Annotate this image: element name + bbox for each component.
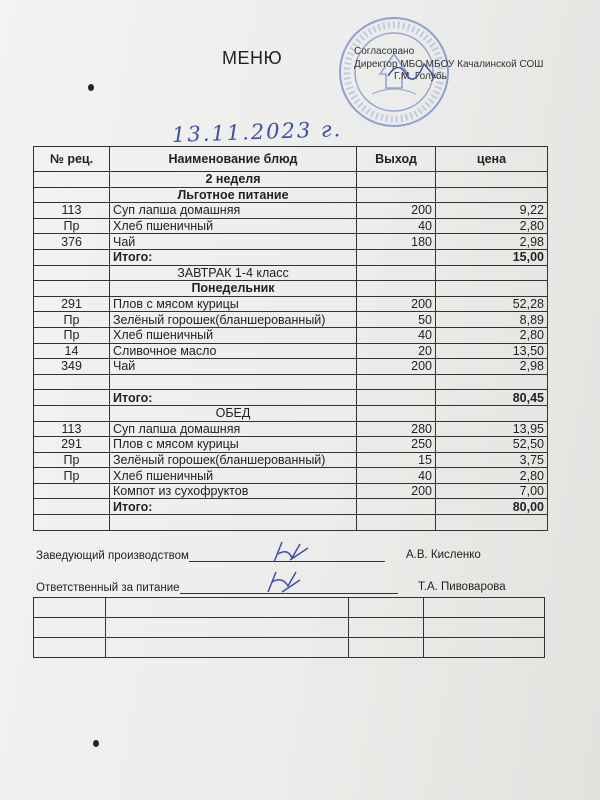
empty-cell — [34, 515, 110, 531]
section-row — [34, 405, 548, 421]
dish-name: Плов с мясом курицы — [110, 437, 357, 453]
dish-output: 180 — [357, 234, 436, 250]
empty-cell — [34, 390, 110, 406]
dish-name: Плов с мясом курицы — [110, 296, 357, 312]
recipe-code: 113 — [34, 203, 110, 219]
recipe-code: 291 — [34, 296, 110, 312]
dish-price: 2,98 — [436, 359, 548, 375]
empty-cell — [436, 405, 548, 421]
col-header-output: Выход — [357, 147, 436, 172]
col-header-name: Наименование блюд — [110, 147, 357, 172]
empty-cell — [357, 374, 436, 390]
empty-cell — [357, 499, 436, 515]
total-row — [34, 390, 548, 406]
menu-table — [33, 146, 548, 531]
empty-cell — [34, 187, 110, 203]
empty-cell — [34, 374, 110, 390]
section-row — [34, 265, 548, 281]
col-header-code: № рец. — [34, 147, 110, 172]
dish-price: 13,50 — [436, 343, 548, 359]
table-row — [34, 421, 548, 437]
empty-cell — [34, 405, 110, 421]
dish-price: 2,80 — [436, 327, 548, 343]
empty-cell — [34, 172, 110, 188]
dish-name: Чай — [110, 234, 357, 250]
dish-output: 40 — [357, 218, 436, 234]
total-label: Итого: — [110, 499, 357, 515]
dish-output: 280 — [357, 421, 436, 437]
page-title: МЕНЮ — [222, 48, 283, 68]
empty-cell — [436, 265, 548, 281]
empty-cell — [34, 265, 110, 281]
dish-name: Суп лапша домашняя — [110, 421, 357, 437]
table-header-row — [34, 147, 548, 172]
dish-price: 2,98 — [436, 234, 548, 250]
empty-cell — [357, 405, 436, 421]
recipe-code: Пр — [34, 327, 110, 343]
empty-cell — [357, 187, 436, 203]
empty-cell — [436, 172, 548, 188]
dish-price: 8,89 — [436, 312, 548, 328]
dish-output: 40 — [357, 468, 436, 484]
empty-cell — [436, 281, 548, 297]
empty-cell — [357, 249, 436, 265]
recipe-code: 14 — [34, 343, 110, 359]
dish-price: 3,75 — [436, 452, 548, 468]
approval-line-3: Г.М. Голубь — [394, 71, 447, 82]
dish-price: 9,22 — [436, 203, 548, 219]
recipe-code: 291 — [34, 437, 110, 453]
manager-signature — [268, 538, 316, 566]
approval-line-2: Директор МБО МБОУ Качалинской СОШ — [354, 58, 544, 70]
blank-row — [34, 618, 545, 638]
empty-cell — [436, 515, 548, 531]
table-row — [34, 483, 548, 499]
dish-output: 50 — [357, 312, 436, 328]
recipe-code: Пр — [34, 218, 110, 234]
ink-dot — [93, 740, 99, 747]
table-row — [34, 468, 548, 484]
dish-output: 200 — [357, 359, 436, 375]
table-row — [34, 452, 548, 468]
dish-name: Зелёный горошек(бланшерованный) — [110, 312, 357, 328]
table-row — [34, 343, 548, 359]
dish-price: 13,95 — [436, 421, 548, 437]
empty-cell — [34, 499, 110, 515]
approval-line-1: Согласовано — [354, 46, 415, 57]
table-row — [34, 203, 548, 219]
dish-name: Зелёный горошек(бланшерованный) — [110, 452, 357, 468]
recipe-code — [34, 483, 110, 499]
table-row — [34, 234, 548, 250]
empty-cell — [34, 281, 110, 297]
dish-name: Компот из сухофруктов — [110, 483, 357, 499]
col-header-price: цена — [436, 147, 548, 172]
responsible-signature — [262, 568, 310, 596]
dish-price: 2,80 — [436, 468, 548, 484]
dish-output: 200 — [357, 203, 436, 219]
dish-output: 250 — [357, 437, 436, 453]
total-price: 80,45 — [436, 390, 548, 406]
total-price: 15,00 — [436, 249, 548, 265]
empty-cell — [357, 265, 436, 281]
dish-name: Суп лапша домашняя — [110, 203, 357, 219]
section-title: 2 неделя — [110, 172, 357, 188]
dish-output: 15 — [357, 452, 436, 468]
total-label: Итого: — [110, 390, 357, 406]
blank-row — [34, 515, 548, 531]
dish-name: Чай — [110, 359, 357, 375]
blank-row — [34, 598, 545, 618]
empty-cell — [110, 515, 357, 531]
empty-cell — [436, 187, 548, 203]
empty-cell — [357, 390, 436, 406]
menu-date: 13.11.2023 г. — [171, 117, 343, 147]
section-row — [34, 187, 548, 203]
dish-name: Сливочное масло — [110, 343, 357, 359]
empty-cell — [357, 515, 436, 531]
dish-price: 52,50 — [436, 437, 548, 453]
dish-price: 52,28 — [436, 296, 548, 312]
total-label: Итого: — [110, 249, 357, 265]
section-row — [34, 172, 548, 188]
blank-row — [34, 638, 545, 658]
dish-output: 200 — [357, 296, 436, 312]
dish-name: Хлеб пшеничный — [110, 327, 357, 343]
menu-table-body — [34, 172, 548, 531]
section-title: Льготное питание — [110, 187, 357, 203]
recipe-code: 349 — [34, 359, 110, 375]
empty-cell — [34, 249, 110, 265]
recipe-code: Пр — [34, 468, 110, 484]
table-row — [34, 359, 548, 375]
responsible-label: Ответственный за питание — [36, 582, 180, 594]
empty-cell — [110, 374, 357, 390]
table-row — [34, 218, 548, 234]
empty-cell — [357, 172, 436, 188]
dish-output: 40 — [357, 327, 436, 343]
section-title: Понедельник — [110, 281, 357, 297]
ink-dot — [88, 84, 94, 91]
director-signature — [384, 56, 444, 82]
table-row — [34, 312, 548, 328]
dish-price: 2,80 — [436, 218, 548, 234]
recipe-code: Пр — [34, 452, 110, 468]
dish-output: 20 — [357, 343, 436, 359]
recipe-code: 376 — [34, 234, 110, 250]
empty-cell — [436, 374, 548, 390]
dish-name: Хлеб пшеничный — [110, 468, 357, 484]
dish-output: 200 — [357, 483, 436, 499]
section-title: ОБЕД — [110, 405, 357, 421]
total-row — [34, 249, 548, 265]
section-title: ЗАВТРАК 1-4 класс — [110, 265, 357, 281]
responsible-name: Т.А. Пивоварова — [418, 581, 506, 593]
manager-name: А.В. Кисленко — [406, 549, 481, 561]
total-row — [34, 499, 548, 515]
dish-price: 7,00 — [436, 483, 548, 499]
recipe-code: 113 — [34, 421, 110, 437]
blank-row — [34, 374, 548, 390]
recipe-code: Пр — [34, 312, 110, 328]
dish-name: Хлеб пшеничный — [110, 218, 357, 234]
total-price: 80,00 — [436, 499, 548, 515]
manager-label: Заведующий производством — [36, 550, 189, 562]
empty-cell — [357, 281, 436, 297]
table-row — [34, 327, 548, 343]
table-row — [34, 437, 548, 453]
blank-rows-table — [33, 597, 545, 658]
section-row — [34, 281, 548, 297]
table-row — [34, 296, 548, 312]
